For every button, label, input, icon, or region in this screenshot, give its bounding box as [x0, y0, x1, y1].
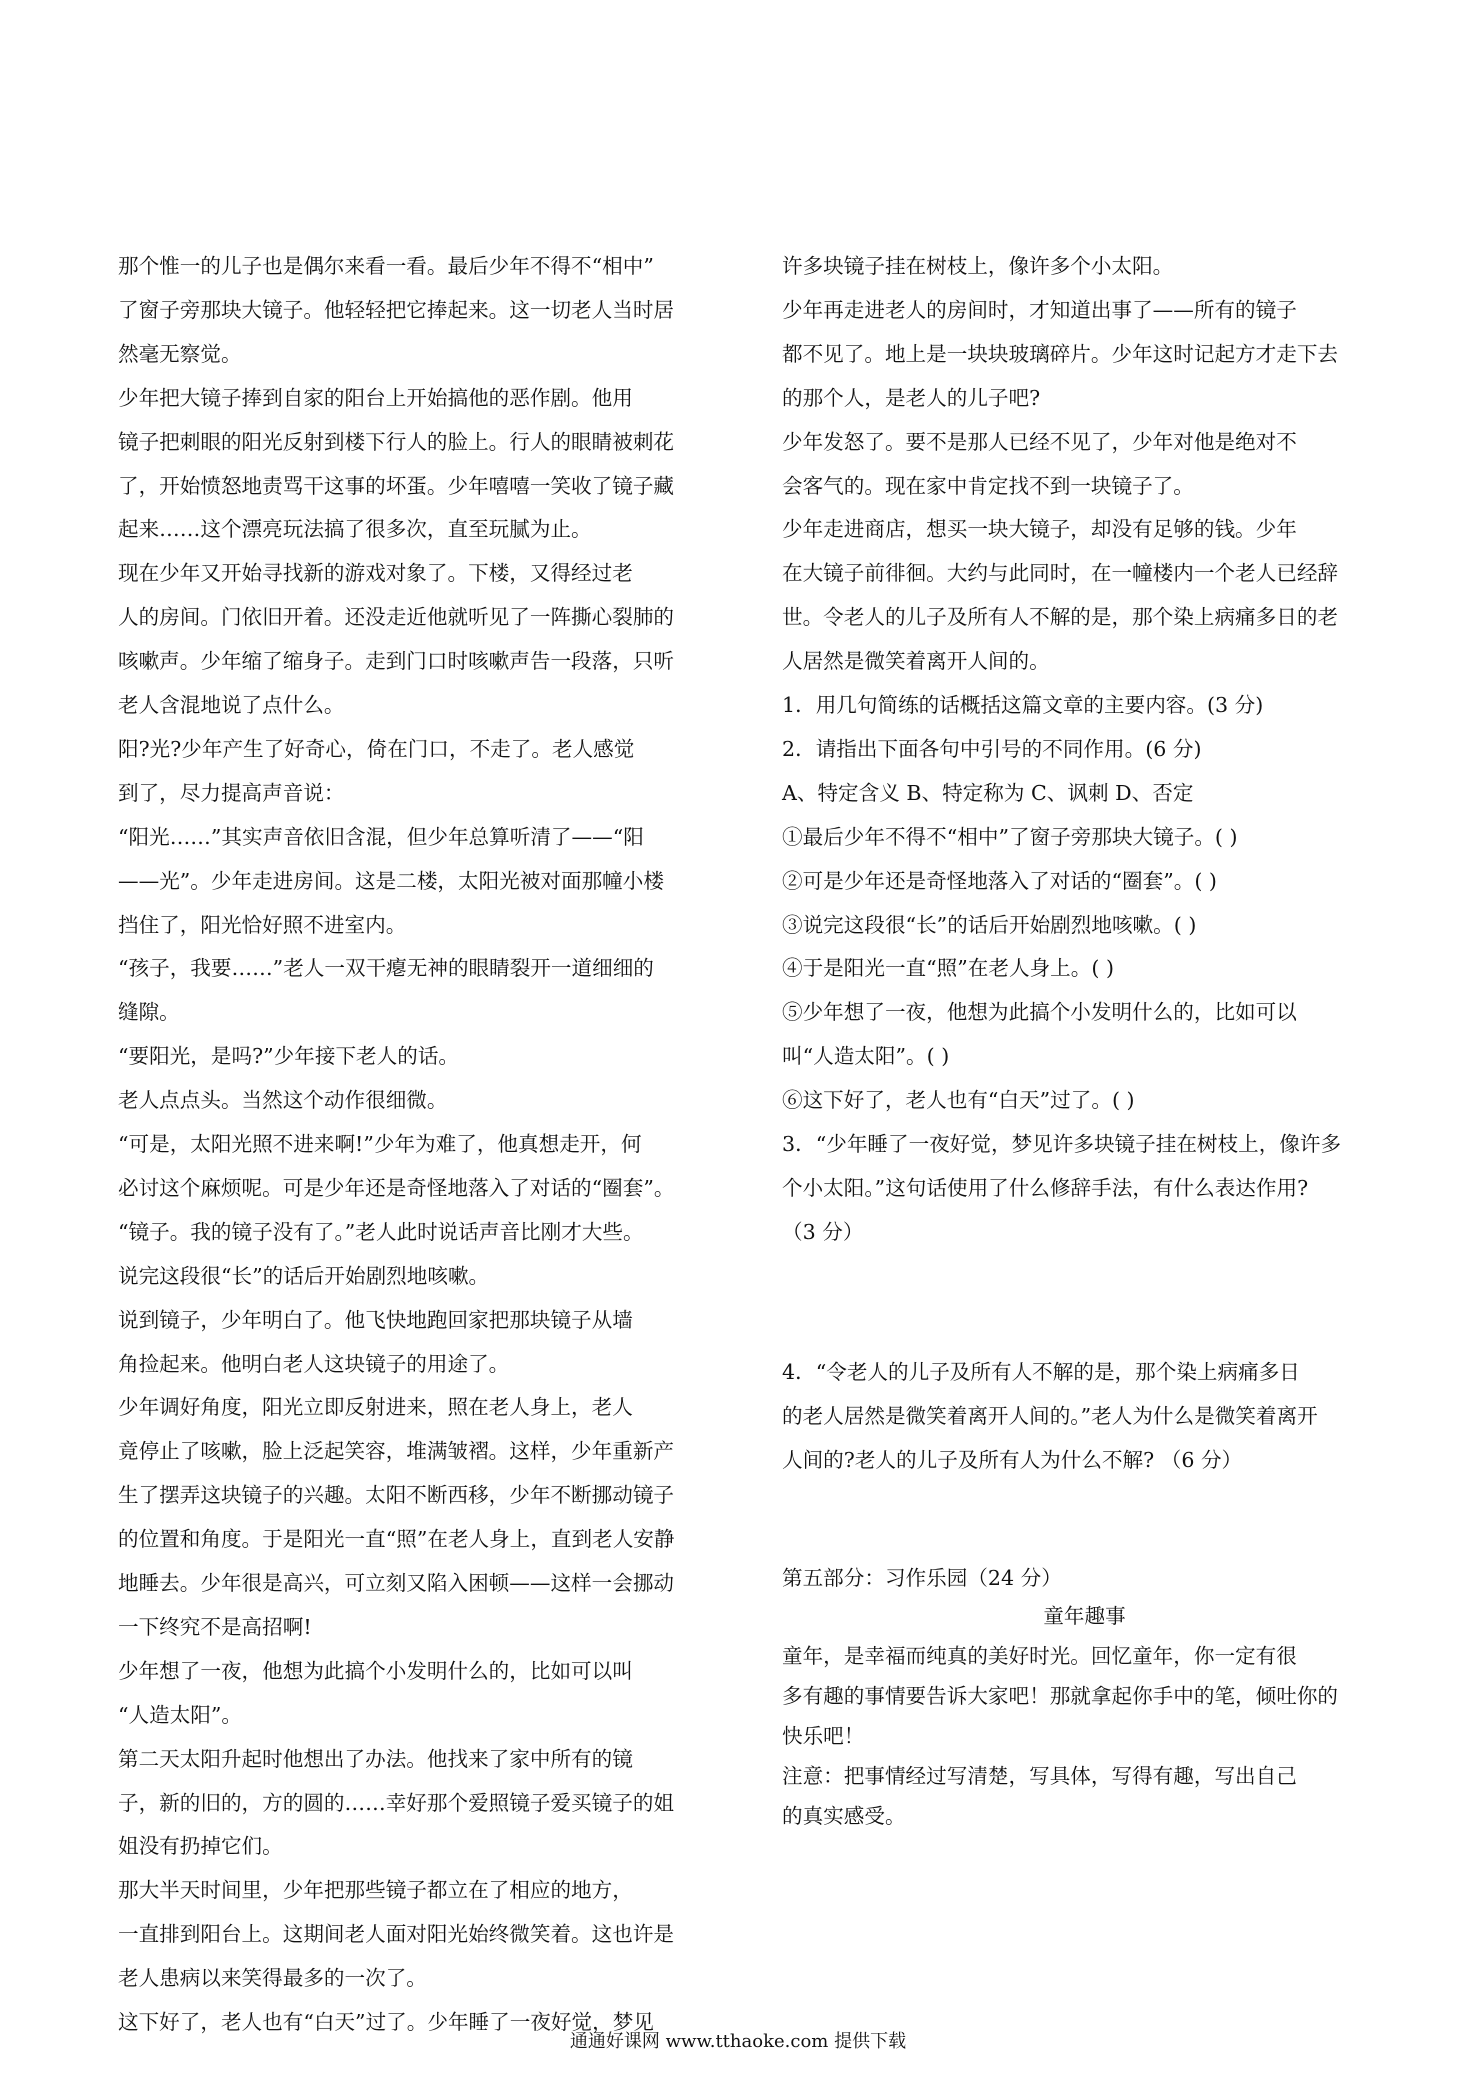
text-line: 到了，尽力提高声音说： [118, 780, 345, 805]
text-line: 阳?光?少年产生了好奇心，倚在门口，不走了。老人感觉 [118, 736, 635, 761]
text-line: 姐没有扔掉它们。 [118, 1834, 283, 1859]
text-line: （3 分） [782, 1219, 864, 1244]
text-line: 现在少年又开始寻找新的游戏对象了。下楼，又得经过老 [118, 561, 633, 586]
question-line: 4．“令老人的儿子及所有人不解的是，那个染上病痛多日 [782, 1360, 1300, 1384]
text-line: “要阳光，是吗?”少年接下老人的话。 [118, 1044, 460, 1069]
text-line: 少年再走进老人的房间时，才知道出事了——所有的镜子 [782, 297, 1297, 322]
text-line: 少年想了一夜，他想为此搞个小发明什么的，比如可以叫 [118, 1658, 633, 1683]
text-line: 一直排到阳台上。这期间老人面对阳光始终微笑着。这也许是 [118, 1922, 675, 1947]
essay-line: 的真实感受。 [782, 1804, 906, 1828]
text-line: 老人含混地说了点什么。 [118, 693, 345, 717]
text-line: “可是，太阳光照不进来啊!”少年为难了，他真想走开，何 [118, 1132, 642, 1156]
page-footer: 通通好课网 www.tthaoke.com 提供下载 [569, 2031, 907, 2052]
text-line: 这下好了，老人也有“白天”过了。少年睡了一夜好觉，梦见 [118, 2010, 654, 2034]
text-line: ——光”。少年走进房间。这是二楼，太阳光被对面那幢小楼 [118, 868, 664, 893]
essay-line: 注意：把事情经过写清楚，写具体，写得有趣，写出自己 [782, 1764, 1297, 1788]
text-line: “人造太阳”。 [118, 1702, 243, 1727]
text-line: 的那个人，是老人的儿子吧? [782, 385, 1041, 410]
question-line: 的老人居然是微笑着离开人间的。”老人为什么是微笑着离开 [782, 1403, 1318, 1428]
text-line: “镜子。我的镜子没有了。”老人此时说话声音比刚才大些。 [118, 1219, 644, 1244]
text-line: 生了摆弄这块镜子的兴趣。太阳不断西移，少年不断挪动镜子 [118, 1483, 675, 1508]
text-line: 说完这段很“长”的话后开始剧烈地咳嗽。 [118, 1263, 490, 1288]
text-line: 2．请指出下面各句中引号的不同作用。(6 分) [782, 736, 1202, 761]
text-line: ②可是少年还是奇怪地落入了对话的“圈套”。( ) [782, 868, 1217, 893]
text-line: 角捡起来。他明白老人这块镜子的用途了。 [118, 1351, 510, 1376]
text-line: 3．“少年睡了一夜好觉，梦见许多块镜子挂在树枝上，像许多 [782, 1132, 1342, 1156]
text-line: 必讨这个麻烦呢。可是少年还是奇怪地落入了对话的“圈套”。 [118, 1175, 675, 1200]
text-line: 那大半天时间里，少年把那些镜子都立在了相应的地方， [118, 1878, 633, 1903]
text-line: 叫“人造太阳”。( ) [782, 1044, 950, 1069]
text-line: 然毫无察觉。 [118, 341, 242, 366]
text-line: 一下终究不是高招啊! [118, 1614, 312, 1639]
question-line: 人间的?老人的儿子及所有人为什么不解? （6 分） [782, 1447, 1243, 1472]
text-line: 缝隙。 [118, 1000, 180, 1025]
text-line: 少年发怒了。要不是那人已经不见了，少年对他是绝对不 [782, 429, 1297, 454]
text-line: ⑤少年想了一夜，他想为此搞个小发明什么的，比如可以 [782, 1000, 1297, 1025]
text-line: A、特定含义 B、特定称为 C、讽刺 D、否定 [782, 780, 1194, 805]
text-line: 了，开始愤怒地责骂干这事的坏蛋。少年嘻嘻一笑收了镜子藏 [118, 473, 675, 498]
text-line: 少年把大镜子捧到自家的阳台上开始搞他的恶作剧。他用 [118, 385, 633, 410]
text-line: “阳光……”其实声音依旧含混，但少年总算听清了——“阳 [118, 824, 644, 849]
text-line: 老人点点头。当然这个动作很细微。 [118, 1088, 448, 1113]
text-line: ①最后少年不得不“相中”了窗子旁那块大镜子。( ) [782, 824, 1238, 849]
text-line: 挡住了，阳光恰好照不进室内。 [118, 912, 407, 937]
text-line: 起来……这个漂亮玩法搞了很多次，直至玩腻为止。 [118, 517, 592, 542]
text-line: 在大镜子前徘徊。大约与此同时，在一幢楼内一个老人已经辞 [782, 561, 1339, 586]
section-heading: 第五部分：习作乐园（24 分） [782, 1566, 1062, 1590]
text-line: 世。令老人的儿子及所有人不解的是，那个染上病痛多日的老 [782, 605, 1339, 630]
text-line: ⑥这下好了，老人也有“白天”过了。( ) [782, 1088, 1135, 1113]
essay-line: 童年，是幸福而纯真的美好时光。回忆童年，你一定有很 [782, 1644, 1297, 1668]
text-line: 老人患病以来笑得最多的一次了。 [118, 1966, 427, 1991]
text-line: 1．用几句简练的话概括这篇文章的主要内容。(3 分) [782, 693, 1264, 717]
text-line: 那个惟一的儿子也是偶尔来看一看。最后少年不得不“相中” [118, 254, 654, 278]
essay-line: 快乐吧！ [782, 1724, 865, 1748]
text-line: ③说完这段很“长”的话后开始剧烈地咳嗽。( ) [782, 912, 1197, 937]
text-line: 子，新的旧的，方的圆的……幸好那个爱照镜子爱买镜子的姐 [118, 1790, 675, 1815]
text-line: 第二天太阳升起时他想出了办法。他找来了家中所有的镜 [118, 1746, 633, 1771]
essay-line: 多有趣的事情要告诉大家吧！那就拿起你手中的笔，倾吐你的 [782, 1684, 1339, 1708]
text-line: 人居然是微笑着离开人间的。 [782, 649, 1050, 674]
text-line: 会客气的。现在家中肯定找不到一块镜子了。 [782, 473, 1194, 498]
text-line: 地睡去。少年很是高兴，可立刻又陷入困顿——这样一会挪动 [118, 1571, 675, 1595]
text-line: 竟停止了咳嗽，脸上泛起笑容，堆满皱褶。这样，少年重新产 [118, 1439, 675, 1464]
text-line: 说到镜子，少年明白了。他飞快地跑回家把那块镜子从墙 [118, 1307, 633, 1332]
text-line: 镜子把刺眼的阳光反射到楼下行人的脸上。行人的眼睛被刺花 [118, 429, 675, 454]
text-line: “孩子，我要……”老人一双干瘪无神的眼睛裂开一道细细的 [118, 956, 654, 981]
text-line: 个小太阳。”这句话使用了什么修辞手法，有什么表达作用? [782, 1175, 1309, 1200]
text-line: ④于是阳光一直“照”在老人身上。( ) [782, 956, 1114, 981]
text-line: 的位置和角度。于是阳光一直“照”在老人身上，直到老人安静 [118, 1527, 675, 1552]
text-line: 了窗子旁那块大镜子。他轻轻把它捧起来。这一切老人当时居 [118, 297, 675, 322]
text-line: 人的房间。门依旧开着。还没走近他就听见了一阵撕心裂肺的 [118, 605, 675, 630]
text-line: 许多块镜子挂在树枝上，像许多个小太阳。 [782, 254, 1174, 278]
essay-title: 童年趣事 [1043, 1604, 1126, 1628]
text-line: 少年走进商店，想买一块大镜子，却没有足够的钱。少年 [782, 517, 1297, 542]
text-line: 少年调好角度，阳光立即反射进来，照在老人身上，老人 [118, 1395, 633, 1420]
text-line: 咳嗽声。少年缩了缩身子。走到门口时咳嗽声告一段落，只听 [118, 649, 675, 674]
text-line: 都不见了。地上是一块块玻璃碎片。少年这时记起方才走下去 [782, 341, 1339, 366]
